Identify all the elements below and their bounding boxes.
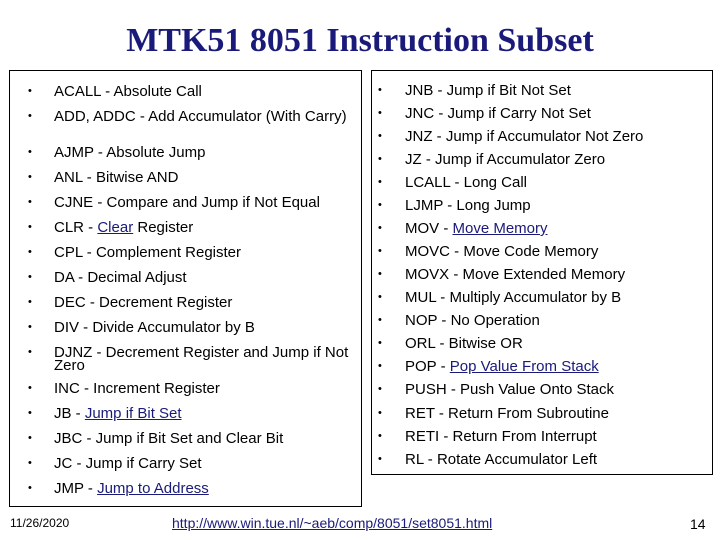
instruction-link[interactable]: Pop Value From Stack: [449, 358, 599, 375]
instruction-text: [405, 245, 705, 258]
instruction-text: [54, 271, 354, 284]
instruction-label: INC - Increment Register: [54, 380, 220, 397]
instruction-text: [405, 84, 705, 97]
instruction-text: [405, 314, 705, 327]
instruction-text: [405, 130, 705, 143]
bullet-icon: •: [28, 85, 32, 97]
right-list-box: [371, 70, 713, 475]
instruction-text: [405, 407, 705, 420]
bullet-icon: •: [378, 360, 382, 372]
bullet-icon: •: [378, 176, 382, 188]
instruction-text: [405, 268, 705, 281]
instruction-text: [405, 453, 705, 466]
instruction-label: JMP -: [54, 480, 98, 497]
instruction-text: [54, 457, 354, 470]
instruction-label: JZ - Jump if Accumulator Zero: [405, 151, 606, 168]
bullet-icon: •: [378, 199, 382, 211]
slide-title: MTK51 8051 Instruction Subset: [126, 22, 594, 59]
instruction-label: JB -: [54, 405, 85, 422]
instruction-label: CJNE - Compare and Jump if Not Equal: [54, 194, 320, 211]
bullet-icon: •: [28, 346, 32, 358]
instruction-label: MUL - Multiply Accumulator by B: [405, 289, 622, 306]
instruction-link[interactable]: Jump if Bit Set: [84, 405, 182, 422]
bullet-icon: •: [28, 321, 32, 333]
instruction-label: MOV -: [405, 220, 453, 237]
bullet-icon: •: [28, 271, 32, 283]
bullet-icon: •: [28, 382, 32, 394]
instruction-text: [405, 383, 705, 396]
bullet-icon: •: [378, 453, 382, 465]
instruction-label: MOVX - Move Extended Memory: [405, 266, 626, 283]
left-list-box: [9, 70, 362, 507]
bullet-icon: •: [378, 337, 382, 349]
instruction-text: [54, 482, 354, 495]
instruction-text: [54, 382, 354, 395]
instruction-text: [405, 430, 705, 443]
instruction-label: AJMP - Absolute Jump: [54, 144, 206, 161]
instruction-text: [54, 246, 354, 259]
bullet-icon: •: [378, 84, 382, 96]
instruction-text: [405, 199, 705, 212]
instruction-text: [54, 432, 354, 445]
footer-date: 11/26/2020: [10, 516, 70, 530]
instruction-text: [405, 291, 705, 304]
bullet-icon: •: [28, 407, 32, 419]
instruction-text: [405, 107, 705, 120]
instruction-text: [54, 221, 354, 234]
instruction-text: [405, 222, 705, 235]
instruction-label: DEC - Decrement Register: [54, 294, 233, 311]
instruction-text: [405, 176, 705, 189]
instruction-text: [54, 296, 354, 309]
instruction-label: MOVC - Move Code Memory: [405, 243, 599, 260]
bullet-icon: •: [378, 407, 382, 419]
instruction-label: DA - Decimal Adjust: [54, 269, 187, 286]
bullet-icon: •: [378, 268, 382, 280]
bullet-icon: •: [378, 245, 382, 257]
instruction-label: NOP - No Operation: [405, 312, 540, 329]
bullet-icon: •: [28, 110, 32, 122]
instruction-label: RL - Rotate Accumulator Left: [405, 451, 598, 468]
bullet-icon: •: [28, 246, 32, 258]
instruction-label: JNB - Jump if Bit Not Set: [405, 82, 571, 99]
bullet-icon: •: [28, 221, 32, 233]
instruction-link[interactable]: Jump to Address: [97, 480, 209, 497]
bullet-icon: •: [378, 430, 382, 442]
instruction-label: RETI - Return From Interrupt: [405, 428, 597, 445]
instruction-text: [54, 407, 354, 420]
instruction-link[interactable]: Move Memory: [452, 220, 548, 237]
bullet-icon: •: [28, 296, 32, 308]
bullet-icon: •: [378, 383, 382, 395]
bullet-icon: •: [378, 314, 382, 326]
instruction-label: DJNZ - Decrement Register and Jump if Not Zero: [54, 344, 349, 374]
bullet-icon: •: [378, 107, 382, 119]
instruction-label: CPL - Complement Register: [54, 244, 242, 261]
instruction-label: PUSH - Push Value Onto Stack: [405, 381, 614, 398]
instruction-label: JC - Jump if Carry Set: [54, 455, 202, 472]
instruction-link[interactable]: Clear: [97, 219, 134, 236]
bullet-icon: •: [378, 153, 382, 165]
instruction-label: CLR -: [54, 219, 98, 236]
bullet-icon: •: [28, 432, 32, 444]
bullet-icon: •: [28, 482, 32, 494]
instruction-label: LJMP - Long Jump: [405, 197, 531, 214]
instruction-label: JNC - Jump if Carry Not Set: [405, 105, 591, 122]
instruction-label: ADD, ADDC - Add Accumulator (With Carry): [54, 108, 347, 125]
bullet-icon: •: [378, 130, 382, 142]
instruction-label: ACALL - Absolute Call: [54, 83, 202, 100]
page-number: 14: [690, 516, 706, 532]
instruction-label: RET - Return From Subroutine: [405, 405, 609, 422]
instruction-text: [54, 146, 354, 159]
instruction-label: POP -: [405, 358, 450, 375]
instruction-text: [54, 110, 354, 123]
instruction-text: [405, 153, 705, 166]
instruction-text: [405, 337, 705, 350]
instruction-label: LCALL - Long Call: [405, 174, 528, 191]
bullet-icon: •: [28, 171, 32, 183]
instruction-label: ANL - Bitwise AND: [54, 169, 179, 186]
footer-url-link[interactable]: http://www.win.tue.nl/~aeb/comp/8051/set8051.html: [172, 515, 493, 531]
instruction-text: [54, 85, 354, 98]
instruction-label: JBC - Jump if Bit Set and Clear Bit: [54, 430, 284, 447]
bullet-icon: •: [378, 222, 382, 234]
instruction-label: DIV - Divide Accumulator by B: [54, 319, 255, 336]
instruction-label: JNZ - Jump if Accumulator Not Zero: [405, 128, 644, 145]
instruction-text: [54, 346, 354, 372]
instruction-label-suffix: Register: [133, 219, 194, 236]
instruction-label: ORL - Bitwise OR: [405, 335, 523, 352]
bullet-icon: •: [28, 196, 32, 208]
bullet-icon: •: [28, 146, 32, 158]
instruction-text: [54, 196, 354, 209]
instruction-text: [54, 171, 354, 184]
bullet-icon: •: [28, 457, 32, 469]
instruction-text: [405, 360, 705, 373]
bullet-icon: •: [378, 291, 382, 303]
instruction-text: [54, 321, 354, 334]
